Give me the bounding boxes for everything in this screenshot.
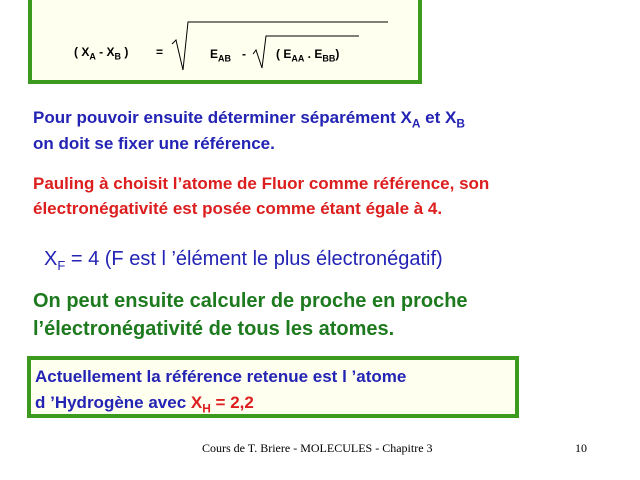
ref-line2: d ’Hydrogène avec $X_H = 2,2$ xyxy=(35,393,254,416)
para3-line2: l’électronégativité de tous les atomes. xyxy=(33,318,395,340)
para1-line1: Pour pouvoir ensuite déterminer séparément $X_A$ et $X_B$ xyxy=(33,108,465,131)
reference-box xyxy=(27,356,519,418)
formula-eab: $E_{AB}$ xyxy=(210,47,232,64)
footer-course: Cours de T. Briere - MOLECULES - Chapitre 3 xyxy=(202,441,433,455)
sqrt-signs xyxy=(32,0,426,84)
formula-inner: ( $E_{AA}$ . $E_{BB}$) xyxy=(276,47,340,64)
formula-equals: = xyxy=(156,45,164,59)
xf-statement: $X_F = 4$ (F est l ’élément le plus électronégatif) xyxy=(44,248,443,273)
page-number: 10 xyxy=(575,441,587,455)
para2-line2: électronégativité est posée comme étant égale à 4. xyxy=(33,199,443,218)
para3-line1: On peut ensuite calculer de proche en proche xyxy=(33,290,468,312)
formula-minus: - xyxy=(242,47,246,61)
para2-line1: Pauling à choisit l’atome de Fluor comme référence, son xyxy=(33,174,490,193)
formula-box xyxy=(28,0,422,84)
ref-line1: Actuellement la référence retenue est l ’atome xyxy=(35,367,407,386)
para1-line2: on doit se fixer une référence. xyxy=(33,134,275,153)
formula-lhs: ( $X_A - X_B$ ) xyxy=(74,45,129,62)
